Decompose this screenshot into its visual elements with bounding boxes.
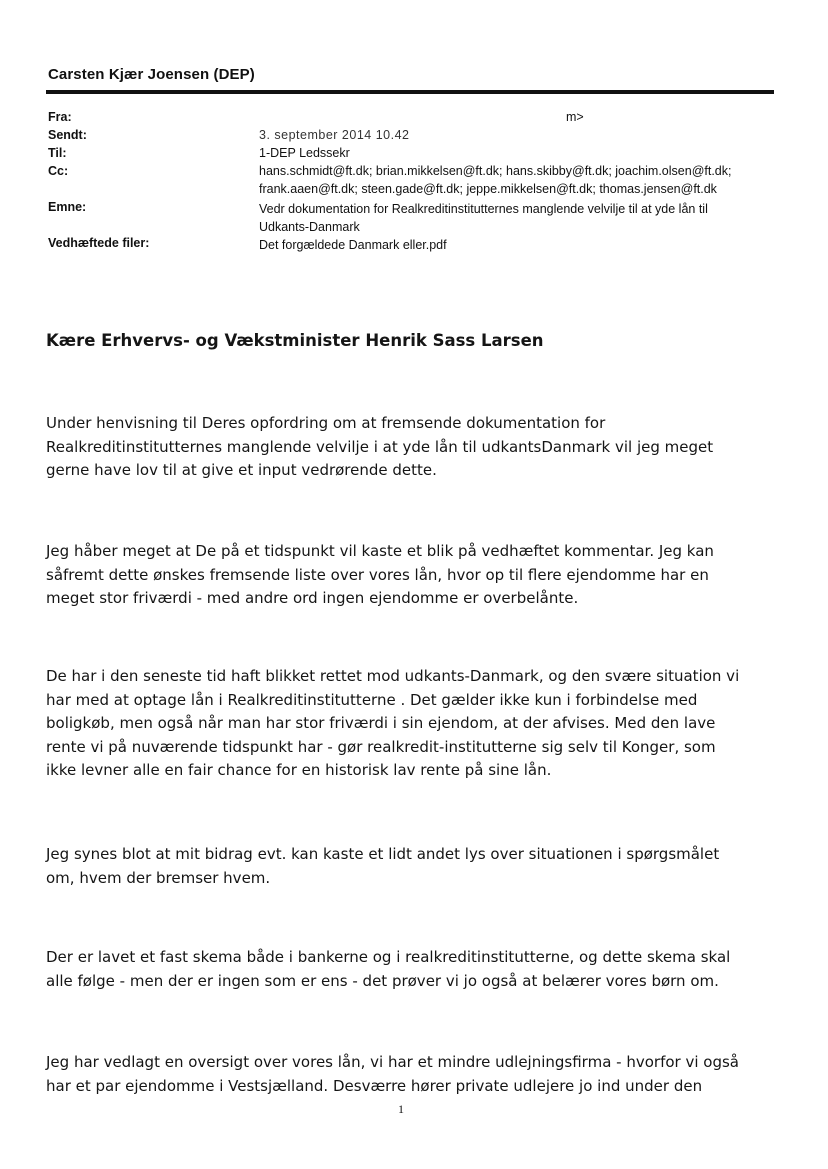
header-divider bbox=[46, 90, 774, 94]
text-line: Under henvisning til Deres opfordring om at fremsende dokumentation for bbox=[46, 414, 606, 432]
page-number: 1 bbox=[398, 1102, 404, 1116]
subject-label: Emne: bbox=[48, 200, 87, 214]
text-line: boligkøb, men også når man har stor friværdi i sin ejendom, at der afvises. Med den lave bbox=[46, 714, 716, 732]
to-value: 1-DEP Ledssekr bbox=[259, 146, 350, 160]
paragraph-1 bbox=[46, 412, 786, 483]
text-line: har et par ejendomme i Vestsjælland. Desværre hører private udlejere jo ind under den bbox=[46, 1076, 703, 1095]
text-line: Jeg synes blot at mit bidrag evt. kan kaste et lidt andet lys over situationen i spørgsmålet bbox=[46, 845, 720, 863]
text-line: såfremt dette ønskes fremsende liste over vores lån, hvor op til flere ejendomme har en bbox=[46, 565, 709, 584]
sent-value: 3. september 2014 10.42 bbox=[259, 128, 410, 142]
cc-line-2: frank.aaen@ft.dk; steen.gade@ft.dk; jeppe.mikkelsen@ft.dk; thomas.jensen@ft.dk bbox=[259, 182, 717, 196]
text-line: har med at optage lån i Realkreditinstitutterne . Det gælder ikke kun i forbindelse med bbox=[46, 690, 698, 709]
paragraph-5 bbox=[46, 946, 786, 993]
text-line: De har i den seneste tid haft blikket rettet mod udkants-Danmark, og den svære situation vi bbox=[46, 667, 740, 685]
attachments-label: Vedhæftede filer: bbox=[48, 236, 150, 250]
cc-label: Cc: bbox=[48, 164, 69, 178]
subject-line-2: Udkants-Danmark bbox=[259, 220, 360, 234]
text-line: ikke levner alle en fair chance for en historisk lav rente på sine lån. bbox=[46, 761, 552, 779]
paragraph-2 bbox=[46, 540, 786, 611]
from-value: m> bbox=[566, 110, 584, 124]
letter-greeting: Kære Erhvervs- og Vækstminister Henrik Sass Larsen bbox=[46, 331, 544, 350]
text-line: Realkreditinstitutternes manglende velvilje i at yde lån til udkantsDanmark vil jeg meget bbox=[46, 437, 714, 456]
text-line: alle følge - men der er ingen som er ens - det prøver vi jo også at belærer vores børn om. bbox=[46, 971, 719, 990]
text-line: om, hvem der bremser hvem. bbox=[46, 868, 271, 887]
from-label: Fra: bbox=[48, 110, 72, 124]
text-line: Jeg håber meget at De på et tidspunkt vil kaste et blik på vedhæftet kommentar. Jeg kan bbox=[46, 542, 714, 560]
paragraph-4 bbox=[46, 843, 786, 890]
text-line: meget stor friværdi - med andre ord ingen ejendomme er overbelånte. bbox=[46, 589, 579, 607]
subject-line-1: Vedr dokumentation for Realkreditinstitutternes manglende velvilje til at yde lån til bbox=[259, 202, 708, 216]
text-line: rente vi på nuværende tidspunkt har - gør realkredit-institutterne sig selv til Konger, som bbox=[46, 737, 716, 756]
cc-line-1: hans.schmidt@ft.dk; brian.mikkelsen@ft.dk; hans.skibby@ft.dk; joachim.olsen@ft.dk; bbox=[259, 164, 732, 178]
sender-name: Carsten Kjær Joensen (DEP) bbox=[48, 66, 255, 83]
paragraph-3 bbox=[46, 665, 786, 783]
text-line: Jeg har vedlagt en oversigt over vores lån, vi har et mindre udlejningsfirma - hvorfor vi også bbox=[46, 1053, 739, 1071]
to-label: Til: bbox=[48, 146, 67, 160]
text-line: gerne have lov til at give et input vedrørende dette. bbox=[46, 461, 437, 479]
paragraph-6 bbox=[46, 1051, 786, 1098]
sent-label: Sendt: bbox=[48, 128, 87, 142]
text-line: Der er lavet et fast skema både i bankerne og i realkreditinstitutterne, og dette skema skal bbox=[46, 948, 731, 966]
attachment-file: Det forgældede Danmark eller.pdf bbox=[259, 238, 447, 252]
